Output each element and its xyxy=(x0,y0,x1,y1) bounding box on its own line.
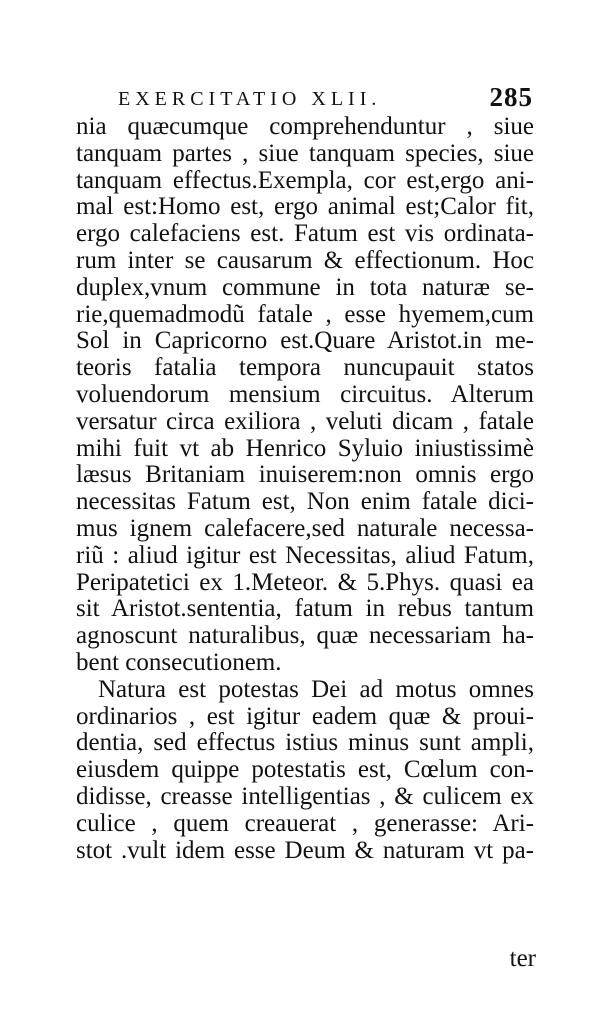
text-line: ordinarios , est igitur eadem quæ & proui- xyxy=(76,702,534,730)
text-line: sit Aristot.sententia, fatum in rebus tantum xyxy=(76,595,534,623)
text-line: Peripatetici ex 1.Meteor. & 5.Phys. quasi ea xyxy=(76,568,534,596)
text-line: versatur circa exiliora , veluti dicam , fatale xyxy=(76,407,534,435)
text-line: rum inter se causarum & effectionum. Hoc xyxy=(76,246,534,274)
text-line: agnoscunt naturalibus, quæ necessariam ha- xyxy=(76,622,534,650)
text-line: læsus Britaniam inuiserem:non omnis ergo xyxy=(76,461,534,489)
text-line: necessitas Fatum est, Non enim fatale dici- xyxy=(76,488,534,516)
text-line: bent consecutionem. xyxy=(76,648,282,676)
text-line: stot .vult idem esse Deum & naturam vt pa- xyxy=(76,836,534,864)
text-line: rie,quemadmodũ fatale , esse hyemem,cum xyxy=(76,300,534,328)
text-line: duplex,vnum commune in tota naturæ se- xyxy=(76,273,534,301)
text-line: voluendorum mensium circuitus. Alterum xyxy=(76,380,534,408)
text-line: ergo calefaciens est. Fatum est vis ordinata- xyxy=(76,220,534,248)
text-line: Sol in Capricorno est.Quare Aristot.in me- xyxy=(76,327,534,355)
text-line: mihi fuit vt ab Henrico Syluio iniustissimè xyxy=(76,434,534,462)
text-line: culice , quem creauerat , generasse: Ari- xyxy=(76,809,534,837)
text-line: tanquam partes , siue tanquam species, siue xyxy=(76,139,534,167)
text-line: didisse, creasse intelligentias , & culicem ex xyxy=(76,782,534,810)
text-line: eiusdem quippe potestatis est, Cœlum con- xyxy=(76,756,534,784)
text-line: teoris fatalia tempora nuncupauit statos xyxy=(76,354,534,382)
catchword: ter xyxy=(509,945,536,972)
running-head xyxy=(88,82,533,116)
page-number: 285 xyxy=(489,82,533,112)
text-line: mus ignem calefacere,sed naturale necessa- xyxy=(76,514,534,542)
text-line: dentia, sed effectus istius minus sunt ampli, xyxy=(76,729,534,757)
text-line: mal est:Homo est, ergo animal est;Calor fit, xyxy=(76,193,534,221)
text-line: Natura est potestas Dei ad motus omnes xyxy=(98,675,534,703)
text-line: riũ : aliud igitur est Necessitas, aliud Fatum, xyxy=(76,541,534,569)
text-line: nia quæcumque comprehenduntur , siue xyxy=(76,113,534,140)
text-line: tanquam effectus.Exempla, cor est,ergo ani- xyxy=(76,166,534,194)
running-head-title: EXERCITATIO XLII. xyxy=(118,88,382,110)
body-text xyxy=(76,114,534,864)
